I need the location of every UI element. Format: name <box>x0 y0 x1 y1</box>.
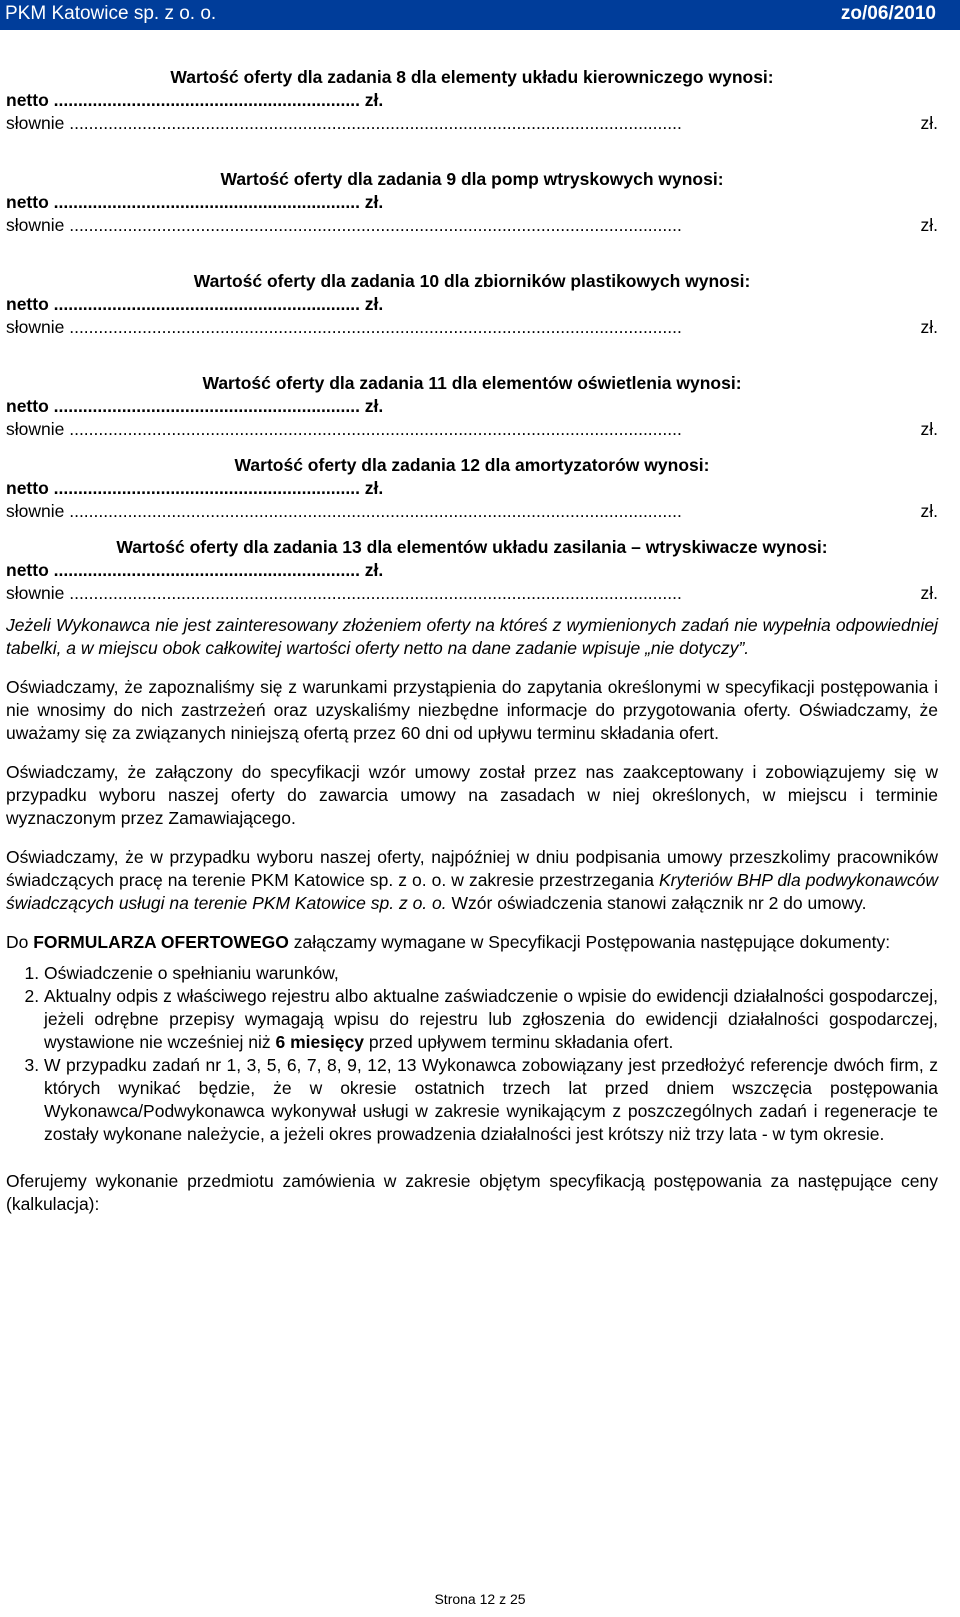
slownie-line <box>6 112 938 135</box>
task-title: Wartość oferty dla zadania 13 dla elementów układu zasilania – wtryskiwacze wynosi: <box>116 537 828 557</box>
declaration-paragraph: Oświadczamy, że zapoznaliśmy się z warunkami przystąpienia do zapytania określonymi w specyfikacji postępowania i nie wnosimy do nich zastrzeżeń oraz uzyskaliśmy niezbędne informacje do przygotowania oferty. Oświadczamy, że uważamy się za związanych niniejszą ofertą przez 60 dni od upływu terminu składania ofert. <box>6 677 938 743</box>
bold-text: 6 miesięcy <box>275 1032 365 1052</box>
task-title: Wartość oferty dla zadania 10 dla zbiorników plastikowych wynosi: <box>193 271 751 291</box>
text-span: Do <box>6 932 34 952</box>
currency-label: zł. <box>920 583 938 603</box>
page-header <box>0 0 960 30</box>
text-span: przed upływem terminu składania ofert. <box>364 1032 674 1052</box>
documents-intro <box>6 931 938 954</box>
slownie-label: słownie .............................................................................................................................. <box>6 317 682 337</box>
company-name: PKM Katowice sp. z o. o. <box>5 3 217 24</box>
netto-line: netto ............................................................... zł. <box>6 90 384 110</box>
netto-line: netto ............................................................... zł. <box>6 294 384 314</box>
netto-line: netto ............................................................... zł. <box>6 478 384 498</box>
task-block <box>6 66 938 135</box>
netto-line: netto ............................................................... zł. <box>6 192 384 212</box>
document-reference: zo/06/2010 <box>840 3 936 24</box>
declaration-paragraph: Oświadczamy, że załączony do specyfikacji wzór umowy został przez nas zaakceptowany i zobowiązujemy się w przypadku wyboru naszej oferty do zawarcia umowy na zasadach w niej określonych, w miejscu i terminie wyznaczonym przez Zamawiającego. <box>6 762 938 828</box>
task-title: Wartość oferty dla zadania 11 dla elementów oświetlenia wynosi: <box>202 373 742 393</box>
text-span: Aktualny odpis z właściwego rejestru albo aktualne zaświadczenie o wpisie do ewidencji działalności gospodarczej, jeżeli odrębne przepisy wymagają wpisu do rejestru lub zgłoszenia do ewidencji działalności gospodarczej, wystawione nie wcześniej niż <box>44 986 938 1052</box>
currency-label: zł. <box>920 419 938 439</box>
list-item: 3. W przypadku zadań nr 1, 3, 5, 6, 7, 8, 9, 12, 13 Wykonawca zobowiązany jest przedłożyć referencje dwóch firm, z których wynikać będzie, że w okresie ostatnich trzech lat przed dniem wszczęcia postępowania Wykonawca/Podwykonawca wykonywał usługi w zakresie wynikającym z poszczególnych zadań i regeneracje te zostały wykonane należycie, a jeżeli okres prowadzenia działalności jest krótszy niż trzy lata - w tym okresie. <box>44 1054 938 1146</box>
netto-line: netto ............................................................... zł. <box>6 560 384 580</box>
slownie-line <box>6 214 938 237</box>
slownie-line <box>6 418 938 441</box>
currency-label: zł. <box>920 501 938 521</box>
bold-text: FORMULARZA OFERTOWEGO <box>33 932 289 952</box>
netto-line: netto ............................................................... zł. <box>6 396 384 416</box>
task-block <box>6 372 938 441</box>
notice-paragraph: Jeżeli Wykonawca nie jest zainteresowany złożeniem oferty na któreś z wymienionych zadań nie wypełnia odpowiedniej tabelki, a w miejscu obok całkowitej wartości oferty netto na dane zadanie wpisuje „nie dotyczy”. <box>6 615 938 658</box>
currency-label: zł. <box>920 317 938 337</box>
slownie-label: słownie .............................................................................................................................. <box>6 583 682 603</box>
task-block <box>6 536 938 605</box>
slownie-line <box>6 316 938 339</box>
slownie-label: słownie .............................................................................................................................. <box>6 215 682 235</box>
text-span: załączamy wymagane w Specyfikacji Postępowania następujące dokumenty: <box>288 932 891 952</box>
italic-text: Kryteriów BHP dla podwykonawców świadczących usługi na terenie PKM Katowice sp. z o. o. <box>6 870 939 913</box>
task-title: Wartość oferty dla zadania 9 dla pomp wtryskowych wynosi: <box>220 169 724 189</box>
task-block <box>6 168 938 237</box>
task-block <box>6 454 938 523</box>
slownie-line <box>6 582 938 605</box>
slownie-line <box>6 500 938 523</box>
currency-label: zł. <box>920 215 938 235</box>
documents-list <box>6 962 938 1146</box>
offer-paragraph: Oferujemy wykonanie przedmiotu zamówienia w zakresie objętym specyfikacją postępowania za następujące ceny (kalkulacja): <box>6 1171 938 1214</box>
task-title: Wartość oferty dla zadania 8 dla elementy układu kierowniczego wynosi: <box>170 67 774 87</box>
slownie-label: słownie .............................................................................................................................. <box>6 419 682 439</box>
list-item <box>44 985 938 1054</box>
slownie-label: słownie .............................................................................................................................. <box>6 113 682 133</box>
declaration-paragraph <box>6 846 938 915</box>
task-title: Wartość oferty dla zadania 12 dla amortyzatorów wynosi: <box>234 455 710 475</box>
document-body <box>6 66 938 1216</box>
currency-label: zł. <box>920 113 938 133</box>
text-span: Oświadczamy, że w przypadku wyboru naszej oferty, najpóźniej w dniu podpisania umowy przeszkolimy pracowników świadczących pracę na terenie PKM Katowice sp. z o. o. w zakresie przestrzegania <box>6 847 938 890</box>
page-number: Strona 12 z 25 <box>434 1591 526 1607</box>
task-block <box>6 270 938 339</box>
text-span: Wzór oświadczenia stanowi załącznik nr 2 do umowy. <box>446 893 867 913</box>
list-item: 1. Oświadczenie o spełnianiu warunków, <box>44 962 938 985</box>
slownie-label: słownie .............................................................................................................................. <box>6 501 682 521</box>
